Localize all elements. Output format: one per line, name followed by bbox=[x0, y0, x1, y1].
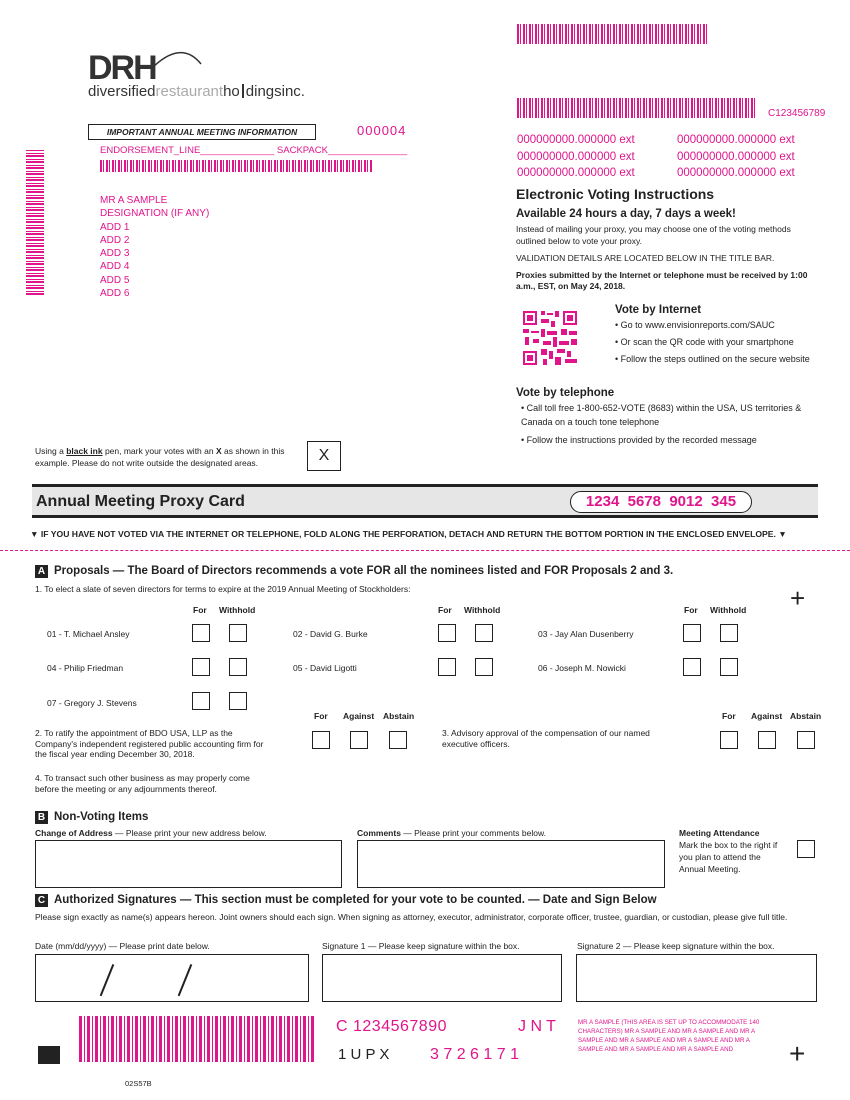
nominee-07-for-checkbox[interactable] bbox=[192, 692, 210, 710]
meeting-info-label: IMPORTANT ANNUAL MEETING INFORMATION bbox=[106, 127, 298, 137]
logo-word-diversified: diversified bbox=[88, 83, 156, 100]
nominee-01-for-checkbox[interactable] bbox=[192, 624, 210, 642]
attendance-title: Meeting Attendance bbox=[679, 828, 760, 838]
address-line: ADD 5 bbox=[100, 274, 130, 286]
sequence-number: 000004 bbox=[357, 123, 407, 138]
address-line: ADD 2 bbox=[100, 234, 130, 246]
nominee-07-withhold-checkbox[interactable] bbox=[229, 692, 247, 710]
ext-column-left bbox=[517, 132, 635, 182]
mark-instructions: Using a black ink pen, mark your votes with an X as shown in this example. Please do not write outside the designated areas. bbox=[35, 446, 285, 468]
phone-step-call: • Call toll free 1-800-652-VOTE (8683) within the USA, US territories & Canada on a touch tone telephone bbox=[521, 401, 816, 429]
voting-subtitle: Available 24 hours a day, 7 days a week! bbox=[516, 208, 736, 220]
vote-by-telephone bbox=[516, 387, 816, 447]
proposal-1-text: 1. To elect a slate of seven directors for terms to expire at the 2019 Annual Meeting of Stockholders: bbox=[35, 584, 411, 594]
company-logo bbox=[88, 49, 328, 108]
nominee-02-for-checkbox[interactable] bbox=[438, 624, 456, 642]
section-letter: A bbox=[35, 565, 48, 578]
nominee-label: 07 - Gregory J. Stevens bbox=[47, 698, 137, 708]
nominee-label: 03 - Jay Alan Dusenberry bbox=[538, 629, 634, 639]
comments-field[interactable] bbox=[357, 840, 665, 888]
plus-mark: + bbox=[790, 583, 806, 613]
for-header: For bbox=[722, 711, 736, 721]
attendance-text: Mark the box to the right if you plan to attend the Annual Meeting. bbox=[679, 840, 778, 874]
top-barcode bbox=[517, 24, 707, 44]
footer-upx: 1 U P X bbox=[338, 1046, 390, 1063]
address-line: ADD 1 bbox=[100, 221, 130, 233]
address-block bbox=[100, 194, 209, 300]
date-label: Date (mm/dd/yyyy) — Please print date below. bbox=[35, 941, 210, 951]
corner-block bbox=[38, 1046, 60, 1064]
address-line: DESIGNATION (IF ANY) bbox=[100, 208, 210, 220]
ext-line: 000000000.000000 ext bbox=[517, 167, 635, 179]
logo-swoosh bbox=[146, 44, 206, 74]
signature-1-field[interactable] bbox=[322, 954, 562, 1002]
nominee-label: 02 - David G. Burke bbox=[293, 629, 368, 639]
for-header: For bbox=[438, 605, 452, 615]
validation-number: 1234 5678 9012 345 bbox=[570, 491, 752, 513]
voting-instructions bbox=[516, 186, 821, 292]
ext-column-right bbox=[677, 132, 795, 182]
perforation-line bbox=[0, 550, 850, 551]
ext-line: 000000000.000000 ext bbox=[517, 134, 635, 146]
against-header: Against bbox=[751, 711, 783, 721]
phone-step-follow: • Follow the instructions provided by the recorded message bbox=[521, 433, 816, 447]
proposal-3-abstain-checkbox[interactable] bbox=[797, 731, 815, 749]
card-title: Annual Meeting Proxy Card bbox=[36, 493, 245, 510]
proposal-2-text: 2. To ratify the appointment of BDO USA, LLP as the Company's independent registered public accounting firm for the fiscal year ending December 30, 2018. bbox=[35, 728, 264, 759]
phone-title: Vote by telephone bbox=[516, 387, 615, 399]
address-line: ADD 4 bbox=[100, 261, 130, 273]
proposal-2-for-checkbox[interactable] bbox=[312, 731, 330, 749]
attendance-checkbox[interactable] bbox=[797, 840, 815, 858]
for-header: For bbox=[314, 711, 328, 721]
signature-instructions: Please sign exactly as name(s) appears hereon. Joint owners should each sign. When signing as attorney, executor, administrator, corporate officer, trustee, guardian, or custodian, please give full title. bbox=[35, 912, 788, 922]
section-c-title: Authorized Signatures — This section must be completed for your vote to be counted. — Date and Sign Below bbox=[54, 894, 657, 906]
voting-intro: Instead of mailing your proxy, you may choose one of the voting methods outlined below to vote your proxy. bbox=[516, 224, 791, 246]
proposal-3-for-checkbox[interactable] bbox=[720, 731, 738, 749]
ext-line: 000000000.000000 ext bbox=[677, 134, 795, 146]
nominee-01-withhold-checkbox[interactable] bbox=[229, 624, 247, 642]
withhold-header: Withhold bbox=[710, 605, 747, 615]
nominee-02-withhold-checkbox[interactable] bbox=[475, 624, 493, 642]
ext-line: 000000000.000000 ext bbox=[677, 167, 795, 179]
footer-jnt: J N T bbox=[518, 1018, 556, 1035]
nominee-05-withhold-checkbox[interactable] bbox=[475, 658, 493, 676]
logo-word-dingsinc: dingsinc. bbox=[245, 83, 305, 100]
title-bar bbox=[32, 484, 818, 518]
meeting-attendance bbox=[679, 827, 789, 875]
mark-example-box bbox=[307, 441, 341, 471]
triangle-down-icon: ▼ bbox=[30, 529, 39, 539]
fork-icon bbox=[242, 84, 244, 98]
comments-label: Comments — Please print your comments below. bbox=[357, 828, 546, 838]
proposal-4-text: 4. To transact such other business as may properly come before the meeting or any adjournments thereof. bbox=[35, 773, 250, 794]
plus-mark: + bbox=[789, 1038, 806, 1069]
footer-sample-text: MR A SAMPLE (THIS AREA IS SET UP TO ACCOMMODATE 140 CHARACTERS) MR A SAMPLE AND MR A SAMPLE AND MR A SAMPLE AND MR A SAMPLE AND MR A SAMPLE AND MR A SAMPLE AND MR A SAMPLE AND MR A SAMPLE AND bbox=[578, 1019, 760, 1053]
ext-line: 000000000.000000 ext bbox=[517, 150, 635, 163]
address-line: MR A SAMPLE bbox=[100, 195, 168, 206]
ext-line: 000000000.000000 ext bbox=[677, 150, 795, 163]
fold-notice-text: IF YOU HAVE NOT VOTED VIA THE INTERNET OR TELEPHONE, FOLD ALONG THE PERFORATION, DETACH AND RETURN THE BOTTOM PORTION IN THE ENCLOSED ENVELOPE. bbox=[40, 529, 776, 539]
logo-mark: DRH bbox=[88, 49, 156, 87]
internet-step-qr: • Or scan the QR code with your smartphone bbox=[615, 334, 835, 351]
nominee-04-withhold-checkbox[interactable] bbox=[229, 658, 247, 676]
section-a-header bbox=[35, 565, 815, 578]
nominee-05-for-checkbox[interactable] bbox=[438, 658, 456, 676]
nominee-06-withhold-checkbox[interactable] bbox=[720, 658, 738, 676]
nominee-label: 04 - Philip Friedman bbox=[47, 663, 124, 673]
fold-notice bbox=[30, 529, 822, 539]
address-line: ADD 3 bbox=[100, 248, 130, 260]
postal-barcode bbox=[100, 160, 372, 172]
section-b-title: Non-Voting Items bbox=[54, 811, 149, 823]
section-letter: B bbox=[35, 811, 48, 824]
internet-step-url[interactable]: • Go to www.envisionreports.com/SAUC bbox=[615, 317, 835, 334]
voting-deadline: Proxies submitted by the Internet or telephone must be received by 1:00 a.m., EST, on May 24, 2018. bbox=[516, 270, 808, 291]
against-header: Against bbox=[343, 711, 375, 721]
endorsement-line: ENDORSEMENT_LINE______________ SACKPACK_______________ bbox=[100, 145, 408, 156]
nominee-label: 06 - Joseph M. Nowicki bbox=[538, 663, 626, 673]
logo-word-restaurant: restaurant bbox=[155, 83, 224, 100]
section-c-header bbox=[35, 894, 825, 907]
nominee-label: 05 - David Ligotti bbox=[293, 663, 357, 673]
signature-2-label: Signature 2 — Please keep signature within the box. bbox=[577, 941, 775, 951]
date-separator bbox=[100, 964, 114, 996]
mark-example-x: X bbox=[318, 447, 330, 464]
side-barcode bbox=[26, 150, 44, 295]
address-change-label: Change of Address — Please print your new address below. bbox=[35, 828, 267, 838]
date-separator bbox=[178, 964, 192, 996]
vote-by-internet bbox=[615, 304, 835, 368]
for-header: For bbox=[193, 605, 207, 615]
abstain-header: Abstain bbox=[383, 711, 415, 721]
meeting-info-box bbox=[88, 124, 316, 140]
logo-word-ho: ho bbox=[223, 83, 240, 100]
form-code: 02S57B bbox=[125, 1079, 152, 1088]
voting-validation: VALIDATION DETAILS ARE LOCATED BELOW IN THE TITLE BAR. bbox=[516, 253, 775, 263]
abstain-header: Abstain bbox=[790, 711, 822, 721]
address-change-field[interactable] bbox=[35, 840, 342, 888]
withhold-header: Withhold bbox=[219, 605, 256, 615]
proposal-3-text: 3. Advisory approval of the compensation of our named executive officers. bbox=[442, 728, 650, 749]
nominee-06-for-checkbox[interactable] bbox=[683, 658, 701, 676]
signature-1-label: Signature 1 — Please keep signature within the box. bbox=[322, 941, 520, 951]
voting-title: Electronic Voting Instructions bbox=[516, 186, 715, 202]
proposal-2-abstain-checkbox[interactable] bbox=[389, 731, 407, 749]
signature-2-field[interactable] bbox=[576, 954, 817, 1002]
internet-title: Vote by Internet bbox=[615, 304, 702, 316]
for-header: For bbox=[684, 605, 698, 615]
footer-code: C 1234567890 bbox=[336, 1018, 447, 1035]
nominee-03-for-checkbox[interactable] bbox=[683, 624, 701, 642]
control-code: C123456789 bbox=[768, 108, 826, 119]
nominee-04-for-checkbox[interactable] bbox=[192, 658, 210, 676]
footer-barcode bbox=[79, 1016, 315, 1062]
nominee-label: 01 - T. Michael Ansley bbox=[47, 629, 130, 639]
address-line: ADD 6 bbox=[100, 288, 130, 300]
nominee-03-withhold-checkbox[interactable] bbox=[720, 624, 738, 642]
section-b-header bbox=[35, 811, 148, 824]
qr-code bbox=[521, 309, 579, 367]
footer-number: 3 7 2 6 1 7 1 bbox=[430, 1046, 519, 1063]
proposal-3-against-checkbox[interactable] bbox=[758, 731, 776, 749]
internet-step-follow: • Follow the steps outlined on the secure website bbox=[615, 351, 835, 368]
proposal-2-against-checkbox[interactable] bbox=[350, 731, 368, 749]
date-field[interactable] bbox=[35, 954, 309, 1002]
withhold-header: Withhold bbox=[464, 605, 501, 615]
triangle-down-icon: ▼ bbox=[778, 529, 787, 539]
section-letter: C bbox=[35, 894, 48, 907]
section-a-title: Proposals — The Board of Directors recommends a vote FOR all the nominees listed and FOR Proposals 2 and 3. bbox=[54, 565, 674, 577]
mid-barcode bbox=[517, 98, 757, 118]
